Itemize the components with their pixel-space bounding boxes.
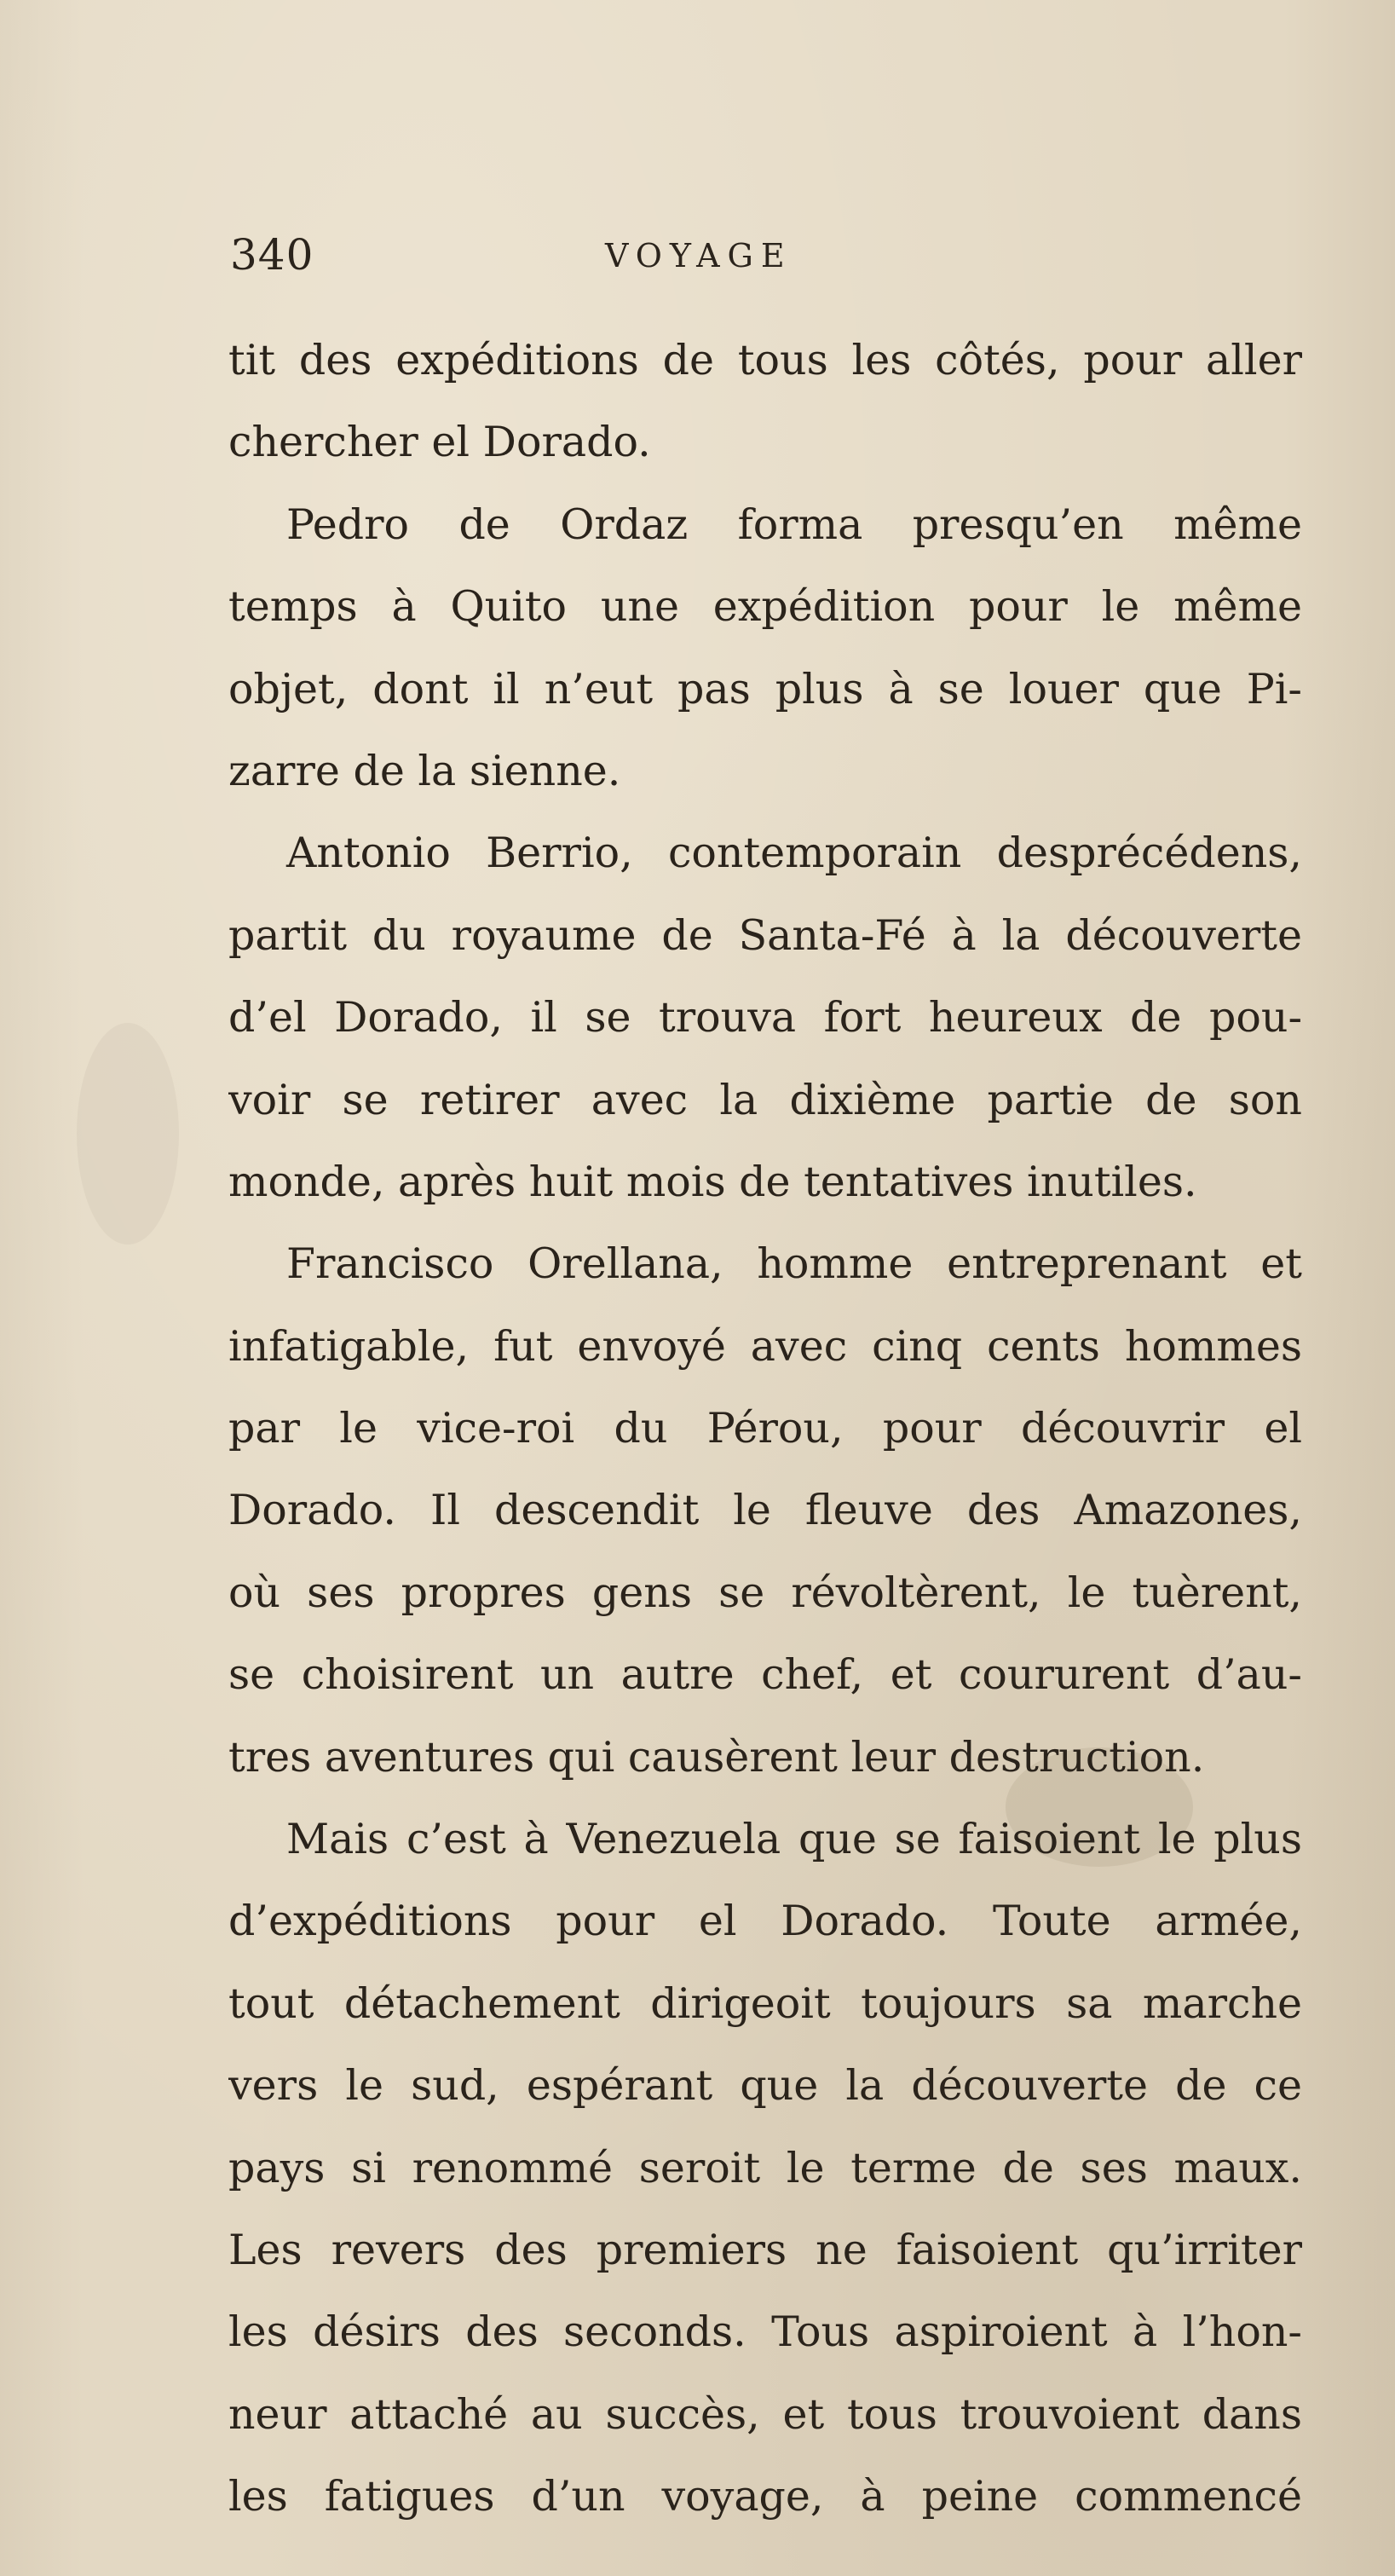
text-line: Antonio Berrio, contemporain desprécédens, (286, 829, 1302, 878)
text-line: Dorado. Il descendit le fleuve des Amazones, (228, 1486, 1302, 1535)
text-line: tout détachement dirigeoit toujours sa marche (228, 1978, 1302, 2028)
text-line: tres aventures qui causèrent leur destruction. (228, 1732, 1205, 1782)
text-line: par le vice-roi du Pérou, pour découvrir el (228, 1404, 1302, 1453)
paper-stain (77, 1023, 179, 1245)
text-line: Les revers des premiers ne faisoient qu’irriter (228, 2225, 1302, 2274)
page-number: 340 (230, 230, 314, 280)
text-line: Mais c’est à Venezuela que se faisoient le plus (286, 1815, 1302, 1864)
text-line: voir se retirer avec la dixième partie de son (228, 1075, 1302, 1124)
running-title: VOYAGE (605, 237, 793, 274)
text-line: neur attaché au succès, et tous trouvoient dans (228, 2389, 1302, 2439)
text-line: vers le sud, espérant que la découverte de ce (228, 2061, 1302, 2111)
text-line: objet, dont il n’eut pas plus à se louer que Pi- (228, 664, 1302, 713)
text-line: zarre de la sienne. (228, 746, 621, 795)
running-head (230, 230, 929, 298)
text-line: se choisirent un autre chef, et coururent d’au- (228, 1650, 1302, 1700)
text-line: temps à Quito une expédition pour le même (228, 582, 1302, 632)
text-line: les désirs des seconds. Tous aspiroient à l’hon- (228, 2307, 1302, 2357)
text-line: infatigable, fut envoyé avec cinq cents hommes (228, 1321, 1302, 1371)
text-line: tit des expéditions de tous les côtés, pour aller (228, 336, 1302, 384)
text-line: où ses propres gens se révoltèrent, le tuèrent, (228, 1568, 1302, 1617)
text-line: Francisco Orellana, homme entreprenant et (286, 1239, 1302, 1289)
body-text (228, 320, 1302, 2538)
text-line: les fatigues d’un voyage, à peine commencé (228, 2472, 1302, 2521)
text-line: partit du royaume de Santa-Fé à la découverte (228, 910, 1302, 960)
text-line: d’expéditions pour el Dorado. Toute armée, (228, 1897, 1302, 1946)
text-line: Pedro de Ordaz forma presqu’en même (286, 500, 1302, 549)
text-line: chercher el Dorado. (228, 418, 651, 467)
text-line: monde, après huit mois de tentatives inutiles. (228, 1157, 1197, 1206)
text-line: d’el Dorado, il se trouva fort heureux de pou- (228, 993, 1302, 1043)
text-line: pays si renommé seroit le terme de ses maux. (228, 2143, 1302, 2192)
